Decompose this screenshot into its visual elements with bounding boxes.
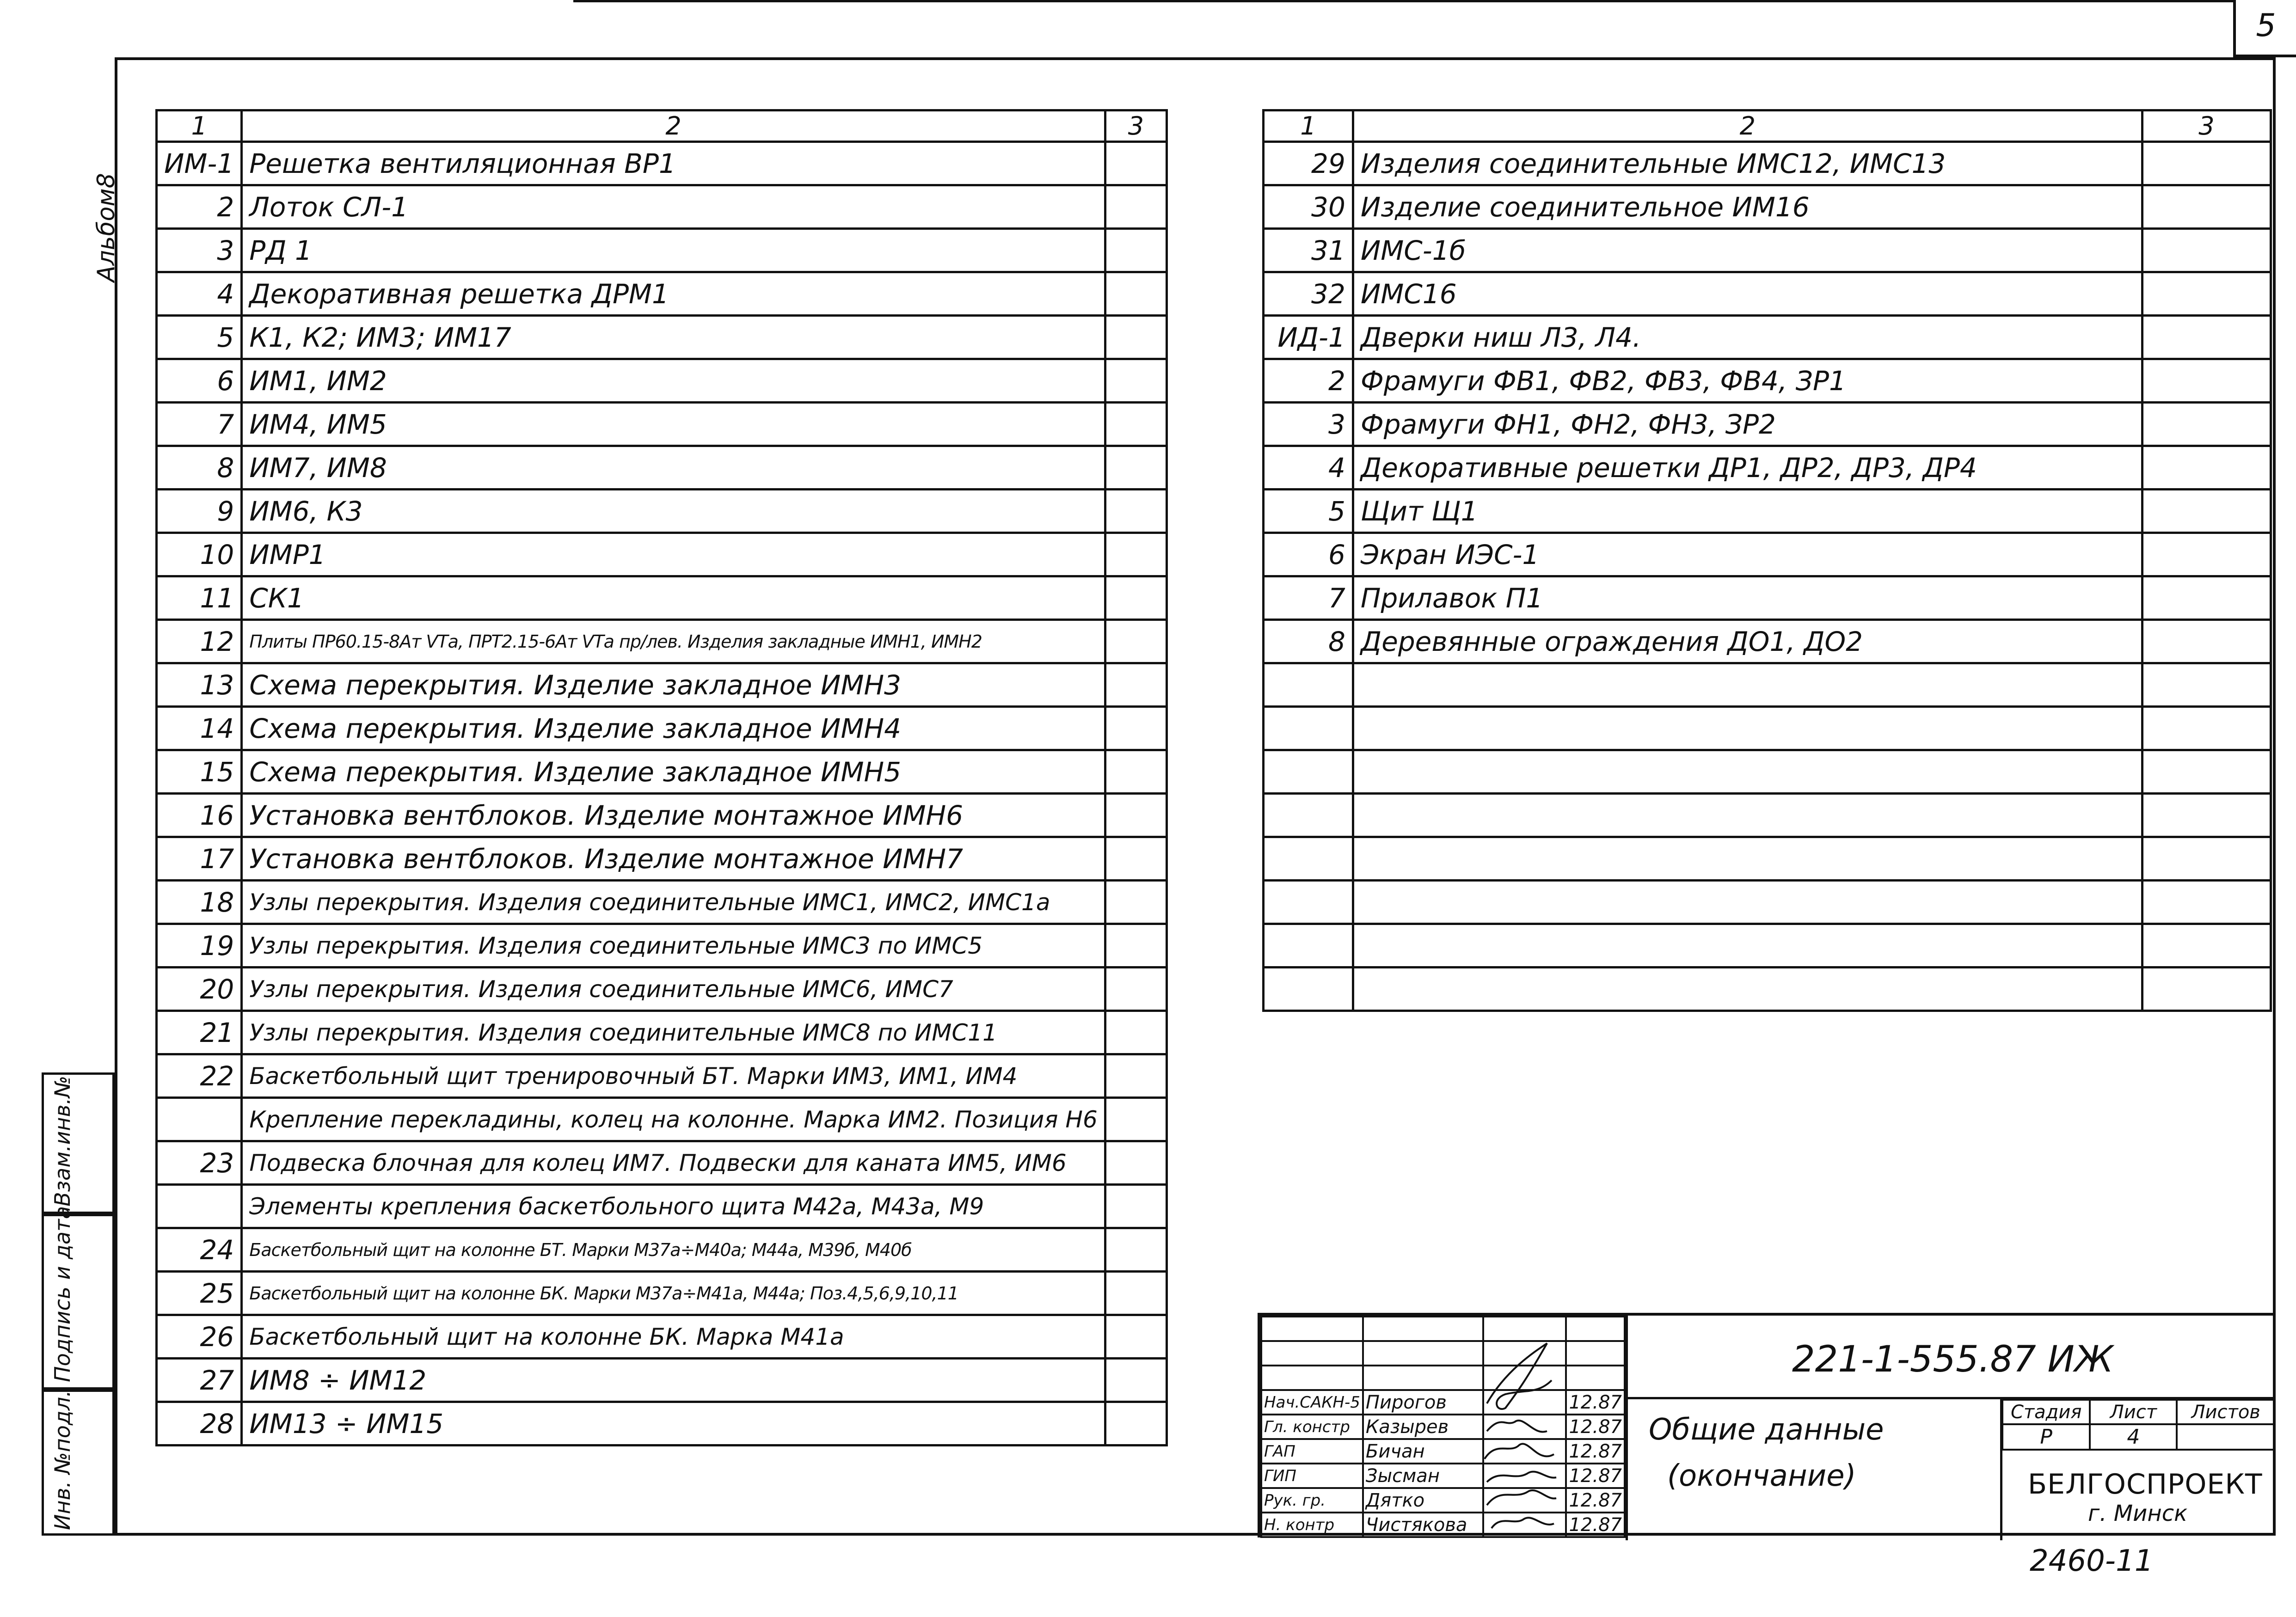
stage-header-row — [2002, 1400, 2275, 1424]
signature-row — [1261, 1488, 1625, 1513]
signature-mark-5 — [1487, 1490, 1556, 1505]
left-list-row-number: 26 — [157, 1315, 242, 1359]
left-list-row-number: 28 — [157, 1402, 242, 1446]
left-list-row-title: ИМ1, ИМ2 — [242, 359, 1105, 403]
left-list-row-number: 3 — [157, 229, 242, 272]
top-edge-line — [573, 0, 2233, 2]
signature-date: 12.87 — [1566, 1439, 1625, 1464]
right-list-row-title — [1353, 968, 2142, 1011]
signature-role: ГИП — [1261, 1464, 1363, 1488]
left-list-row-number: 20 — [157, 968, 242, 1011]
left-list-row-number: 25 — [157, 1272, 242, 1315]
left-list-row — [157, 446, 1167, 490]
left-list-row — [157, 1359, 1167, 1402]
left-list-row-number: 16 — [157, 794, 242, 837]
vzam-label: Взам.инв.№ — [50, 1075, 75, 1207]
left-list-row-number: 22 — [157, 1054, 242, 1098]
left-list-row-title: ИМ4, ИМ5 — [242, 403, 1105, 446]
right-list-row-number: 3 — [1264, 403, 1353, 446]
right-list-row-number: 30 — [1264, 185, 1353, 229]
left-list-row-note — [1105, 1359, 1166, 1402]
left-list-row-title: Установка вентблоков. Изделие монтажное ИМН6 — [242, 794, 1105, 837]
right-list-row — [1264, 272, 2271, 316]
right-list-row — [1264, 316, 2271, 359]
left-list-row-title: ИМ8 ÷ ИМ12 — [242, 1359, 1105, 1402]
right-list-row — [1264, 663, 2271, 707]
signature-role: ГАП — [1261, 1439, 1363, 1464]
signature-mark-3 — [1485, 1444, 1554, 1459]
left-list-row-note — [1105, 837, 1166, 881]
left-list-row-number: 27 — [157, 1359, 242, 1402]
right-list-row-number — [1264, 881, 1353, 924]
signature-date: 12.87 — [1566, 1464, 1625, 1488]
left-list-row-title: К1, К2; ИМ3; ИМ17 — [242, 316, 1105, 359]
right-list-row-number: 8 — [1264, 620, 1353, 663]
right-list-row — [1264, 707, 2271, 750]
right-list-row-number: 2 — [1264, 359, 1353, 403]
signature-mark-1 — [1487, 1343, 1552, 1409]
signature-name: Бичан — [1363, 1439, 1483, 1464]
right-list-row-title: Щит Щ1 — [1353, 490, 2142, 533]
left-list-row-number: 2 — [157, 185, 242, 229]
signature-date: 12.87 — [1566, 1488, 1625, 1513]
left-list-row-title: Узлы перекрытия. Изделия соединительные ИМС6, ИМС7 — [242, 968, 1105, 1011]
right-list-row-note — [2142, 272, 2271, 316]
right-list-row-title — [1353, 707, 2142, 750]
signature-row — [1261, 1439, 1625, 1464]
left-list-row-number: 4 — [157, 272, 242, 316]
left-list-row-note — [1105, 794, 1166, 837]
left-list-row — [157, 1272, 1167, 1315]
left-list-row-title: Баскетбольный щит тренировочный БТ. Марки ИМ3, ИМ1, ИМ4 — [242, 1054, 1105, 1098]
left-list-row-number: 21 — [157, 1011, 242, 1054]
right-header-col2: 2 — [1353, 110, 2142, 142]
right-table-header — [1264, 110, 2271, 142]
left-list-row-note — [1105, 968, 1166, 1011]
right-list-row — [1264, 924, 2271, 968]
right-list-row-number: 6 — [1264, 533, 1353, 576]
left-list-row-title: Узлы перекрытия. Изделия соединительные ИМС8 по ИМС11 — [242, 1011, 1105, 1054]
right-list-row-number — [1264, 750, 1353, 794]
left-list-row — [157, 142, 1167, 185]
left-list-row-note — [1105, 663, 1166, 707]
left-list-row-note — [1105, 1272, 1166, 1315]
right-list-row-note — [2142, 924, 2271, 968]
left-list-row-note — [1105, 750, 1166, 794]
left-list-row — [157, 1141, 1167, 1185]
left-list-row-note — [1105, 403, 1166, 446]
signature-name: Чистякова — [1363, 1513, 1483, 1537]
right-list-row-number: 31 — [1264, 229, 1353, 272]
right-list-row-note — [2142, 620, 2271, 663]
right-list-row — [1264, 403, 2271, 446]
right-list-row-title: Прилавок П1 — [1353, 576, 2142, 620]
left-list-row-title: Подвеска блочная для колец ИМ7. Подвески для каната ИМ5, ИМ6 — [242, 1141, 1105, 1185]
title-block — [1258, 1313, 2273, 1537]
sheet-value: 4 — [2090, 1424, 2177, 1450]
left-list-row-number: 7 — [157, 403, 242, 446]
left-list-row-title: ИМ6, К3 — [242, 490, 1105, 533]
left-list-row-note — [1105, 1141, 1166, 1185]
right-list-row-title: Фрамуги ФВ1, ФВ2, ФВ3, ФВ4, ЗР1 — [1353, 359, 2142, 403]
signature-role: Гл. констр — [1261, 1415, 1363, 1439]
signature-date: 12.87 — [1566, 1513, 1625, 1537]
right-list-row-number: 29 — [1264, 142, 1353, 185]
organization-name: БЕЛГОСПРОЕКТ — [2028, 1468, 2263, 1501]
sheets-value — [2177, 1424, 2275, 1450]
left-list-row — [157, 272, 1167, 316]
album-label: Альбом8 — [92, 173, 120, 282]
left-list-row-note — [1105, 490, 1166, 533]
signature-blank-row — [1261, 1317, 1625, 1341]
left-list-row-number: 24 — [157, 1228, 242, 1272]
stage-value: Р — [2002, 1424, 2090, 1450]
left-list-row-note — [1105, 142, 1166, 185]
left-list-row — [157, 707, 1167, 750]
left-list-row-note — [1105, 229, 1166, 272]
right-list-row-title — [1353, 881, 2142, 924]
right-list-row-note — [2142, 881, 2271, 924]
left-list-row — [157, 1185, 1167, 1228]
right-list-row-note — [2142, 359, 2271, 403]
right-list-row-title: Фрамуги ФН1, ФН2, ФН3, ЗР2 — [1353, 403, 2142, 446]
right-header-col3: 3 — [2142, 110, 2271, 142]
right-list-row — [1264, 185, 2271, 229]
signature-date: 12.87 — [1566, 1390, 1625, 1415]
left-list-row-title: ИМ7, ИМ8 — [242, 446, 1105, 490]
left-list-row-title: Узлы перекрытия. Изделия соединительные ИМС1, ИМС2, ИМС1а — [242, 881, 1105, 924]
left-list-row-number: 13 — [157, 663, 242, 707]
left-header-col2: 2 — [242, 110, 1105, 142]
right-list-row-note — [2142, 707, 2271, 750]
sheet-title-line1: Общие данные — [1649, 1413, 1884, 1447]
left-list-row-number — [157, 1098, 242, 1141]
left-list-row-note — [1105, 1054, 1166, 1098]
left-list-row-title: Схема перекрытия. Изделие закладное ИМН3 — [242, 663, 1105, 707]
title-block-divider — [1626, 1316, 1628, 1540]
right-list-row-note — [2142, 533, 2271, 576]
signature-name: Пирогов — [1363, 1390, 1483, 1415]
left-list-row — [157, 663, 1167, 707]
right-list-row — [1264, 620, 2271, 663]
left-list-row-note — [1105, 1098, 1166, 1141]
right-list-row-title — [1353, 750, 2142, 794]
left-list-row-note — [1105, 533, 1166, 576]
left-list-row — [157, 794, 1167, 837]
left-list-row-title: ИМ13 ÷ ИМ15 — [242, 1402, 1105, 1446]
left-list-row-note — [1105, 272, 1166, 316]
right-list-row-title: Изделие соединительное ИМ16 — [1353, 185, 2142, 229]
right-list-row-title — [1353, 837, 2142, 881]
left-list-row — [157, 1011, 1167, 1054]
signature-row — [1261, 1464, 1625, 1488]
signature-mark-6 — [1492, 1518, 1554, 1528]
right-list-row-number: 32 — [1264, 272, 1353, 316]
stage-value-row — [2002, 1424, 2275, 1450]
left-list-row — [157, 1098, 1167, 1141]
right-list-row — [1264, 750, 2271, 794]
left-list-row-title: Баскетбольный щит на колонне БК. Марка М41а — [242, 1315, 1105, 1359]
inv-label: Инв. №подл. — [50, 1390, 75, 1530]
right-drawing-list — [1262, 109, 2272, 1012]
left-list-row-title: Элементы крепления баскетбольного щита М42а, М43а, М9 — [242, 1185, 1105, 1228]
right-list-row-title: ИМС16 — [1353, 272, 2142, 316]
right-list-row-number — [1264, 794, 1353, 837]
signature-mark-4 — [1487, 1472, 1556, 1482]
signature-blank-row — [1261, 1366, 1625, 1390]
left-list-row-note — [1105, 707, 1166, 750]
left-list-row-number — [157, 1185, 242, 1228]
left-list-row-title: Плиты ПР60.15-8Ат VТа, ПРТ2.15-6Ат VТа пр/лев. Изделия закладные ИМН1, ИМН2 — [242, 620, 1105, 663]
left-list-row-number: 23 — [157, 1141, 242, 1185]
right-list-row-title — [1353, 663, 2142, 707]
left-list-row — [157, 490, 1167, 533]
right-list-row-title: Деревянные ограждения ДО1, ДО2 — [1353, 620, 2142, 663]
right-list-row-number — [1264, 924, 1353, 968]
signature-role: Рук. гр. — [1261, 1488, 1363, 1513]
right-list-row-note — [2142, 750, 2271, 794]
right-list-row — [1264, 359, 2271, 403]
left-list-row — [157, 576, 1167, 620]
right-list-row-number: 7 — [1264, 576, 1353, 620]
left-list-row-title: Схема перекрытия. Изделие закладное ИМН4 — [242, 707, 1105, 750]
left-list-row-number: 17 — [157, 837, 242, 881]
left-list-row-title: Крепление перекладины, колец на колонне. Марка ИМ2. Позиция Н6 — [242, 1098, 1105, 1141]
left-list-row-number: 18 — [157, 881, 242, 924]
left-list-row — [157, 403, 1167, 446]
left-list-row-number: ИМ-1 — [157, 142, 242, 185]
right-list-row-number — [1264, 968, 1353, 1011]
right-list-row — [1264, 446, 2271, 490]
left-list-row-note — [1105, 1011, 1166, 1054]
right-list-row-title: Декоративные решетки ДР1, ДР2, ДР3, ДР4 — [1353, 446, 2142, 490]
left-list-row — [157, 837, 1167, 881]
left-list-row-title: Узлы перекрытия. Изделия соединительные ИМС3 по ИМС5 — [242, 924, 1105, 968]
left-list-row-note — [1105, 576, 1166, 620]
left-list-row-title: Баскетбольный щит на колонне БК. Марки М37а÷М41а, М44а; Поз.4,5,6,9,10,11 — [242, 1272, 1105, 1315]
right-header-col1: 1 — [1264, 110, 1353, 142]
signature-date: 12.87 — [1566, 1415, 1625, 1439]
signature-role: Н. контр — [1261, 1513, 1363, 1537]
left-drawing-list — [155, 109, 1168, 1446]
left-list-row-title: Схема перекрытия. Изделие закладное ИМН5 — [242, 750, 1105, 794]
left-list-row — [157, 229, 1167, 272]
stage-header: Стадия — [2002, 1400, 2090, 1424]
left-list-row-note — [1105, 1315, 1166, 1359]
left-list-row — [157, 1228, 1167, 1272]
right-list-row-number: 4 — [1264, 446, 1353, 490]
sheet-corner-number: 5 — [2233, 0, 2296, 57]
signature-blank-row — [1261, 1341, 1625, 1366]
right-list-row — [1264, 881, 2271, 924]
left-list-row-number: 12 — [157, 620, 242, 663]
right-list-row-number — [1264, 663, 1353, 707]
left-header-col3: 3 — [1105, 110, 1166, 142]
right-list-row-note — [2142, 142, 2271, 185]
left-list-row-number: 11 — [157, 576, 242, 620]
left-list-row — [157, 359, 1167, 403]
left-list-row-note — [1105, 1185, 1166, 1228]
left-list-row-note — [1105, 620, 1166, 663]
left-list-row-number: 6 — [157, 359, 242, 403]
right-list-row-number — [1264, 837, 1353, 881]
left-table-header — [157, 110, 1167, 142]
right-list-row — [1264, 837, 2271, 881]
left-list-row-title: Решетка вентиляционная ВР1 — [242, 142, 1105, 185]
left-list-row-number: 10 — [157, 533, 242, 576]
left-list-row — [157, 924, 1167, 968]
signature-scribbles — [1478, 1316, 1561, 1540]
sheet-header: Лист — [2090, 1400, 2177, 1424]
left-list-row-note — [1105, 359, 1166, 403]
right-list-row — [1264, 490, 2271, 533]
left-header-col1: 1 — [157, 110, 242, 142]
right-list-row-note — [2142, 490, 2271, 533]
right-list-row-title — [1353, 794, 2142, 837]
document-code: 221-1-555.87 ИЖ — [1792, 1339, 2113, 1380]
left-list-row-title: Декоративная решетка ДРМ1 — [242, 272, 1105, 316]
left-list-row-number: 5 — [157, 316, 242, 359]
right-list-row-note — [2142, 837, 2271, 881]
left-list-row-note — [1105, 185, 1166, 229]
right-list-row-title: Экран ИЭС-1 — [1353, 533, 2142, 576]
left-list-row-title: СК1 — [242, 576, 1105, 620]
sign-label: Подпись и дата — [50, 1206, 75, 1382]
right-list-row-note — [2142, 446, 2271, 490]
right-list-row-note — [2142, 794, 2271, 837]
right-list-row-title: ИМС-1б — [1353, 229, 2142, 272]
left-list-row-number: 15 — [157, 750, 242, 794]
right-list-row-number: 5 — [1264, 490, 1353, 533]
stage-table — [2001, 1399, 2276, 1451]
signature-name: Казырев — [1363, 1415, 1483, 1439]
right-list-row-note — [2142, 185, 2271, 229]
right-list-row — [1264, 142, 2271, 185]
sheets-header: Листов — [2177, 1400, 2275, 1424]
left-list-row — [157, 881, 1167, 924]
right-list-row — [1264, 968, 2271, 1011]
signature-row — [1261, 1415, 1625, 1439]
right-list-row-number — [1264, 707, 1353, 750]
left-list-row — [157, 316, 1167, 359]
left-list-row-title: Установка вентблоков. Изделие монтажное ИМН7 — [242, 837, 1105, 881]
right-list-row — [1264, 533, 2271, 576]
signature-name: Дятко — [1363, 1488, 1483, 1513]
left-list-row-number: 19 — [157, 924, 242, 968]
right-list-row-note — [2142, 576, 2271, 620]
left-list-row-note — [1105, 881, 1166, 924]
left-list-row-note — [1105, 446, 1166, 490]
left-list-row — [157, 1402, 1167, 1446]
left-list-row-title: Лоток СЛ-1 — [242, 185, 1105, 229]
left-list-row — [157, 968, 1167, 1011]
right-list-row-note — [2142, 968, 2271, 1011]
signature-mark-2 — [1487, 1421, 1547, 1432]
sheet-title-line2: (окончание) — [1667, 1459, 1856, 1493]
left-list-row — [157, 1054, 1167, 1098]
right-list-row — [1264, 229, 2271, 272]
archive-number: 2460-11 — [2030, 1544, 2154, 1578]
left-list-row-title: Баскетбольный щит на колонне БТ. Марки М37а÷М40а; М44а, М39б, М40б — [242, 1228, 1105, 1272]
left-list-row-title: РД 1 — [242, 229, 1105, 272]
left-list-row — [157, 185, 1167, 229]
organization-city: г. Минск — [2088, 1501, 2188, 1526]
left-list-row-number: 9 — [157, 490, 242, 533]
left-list-row-note — [1105, 1402, 1166, 1446]
signature-role: Нач.САКН-5 — [1261, 1390, 1363, 1415]
right-list-row-note — [2142, 316, 2271, 359]
right-list-row-note — [2142, 403, 2271, 446]
signature-table — [1260, 1316, 1626, 1538]
left-list-row-note — [1105, 1228, 1166, 1272]
left-list-row — [157, 620, 1167, 663]
left-list-row-note — [1105, 924, 1166, 968]
left-list-row — [157, 750, 1167, 794]
left-list-row-note — [1105, 316, 1166, 359]
left-list-row-number: 8 — [157, 446, 242, 490]
left-list-row — [157, 533, 1167, 576]
signature-row — [1261, 1390, 1625, 1415]
left-list-row-title: ИМР1 — [242, 533, 1105, 576]
right-list-row-title: Изделия соединительные ИМС12, ИМС13 — [1353, 142, 2142, 185]
right-list-row-title: Дверки ниш Л3, Л4. — [1353, 316, 2142, 359]
left-list-row — [157, 1315, 1167, 1359]
right-list-row — [1264, 576, 2271, 620]
right-list-row-note — [2142, 663, 2271, 707]
right-list-row — [1264, 794, 2271, 837]
right-list-row-note — [2142, 229, 2271, 272]
signature-name: Зысман — [1363, 1464, 1483, 1488]
left-list-row-number: 14 — [157, 707, 242, 750]
signature-row — [1261, 1513, 1625, 1537]
right-list-row-number: ИД-1 — [1264, 316, 1353, 359]
right-list-row-title — [1353, 924, 2142, 968]
